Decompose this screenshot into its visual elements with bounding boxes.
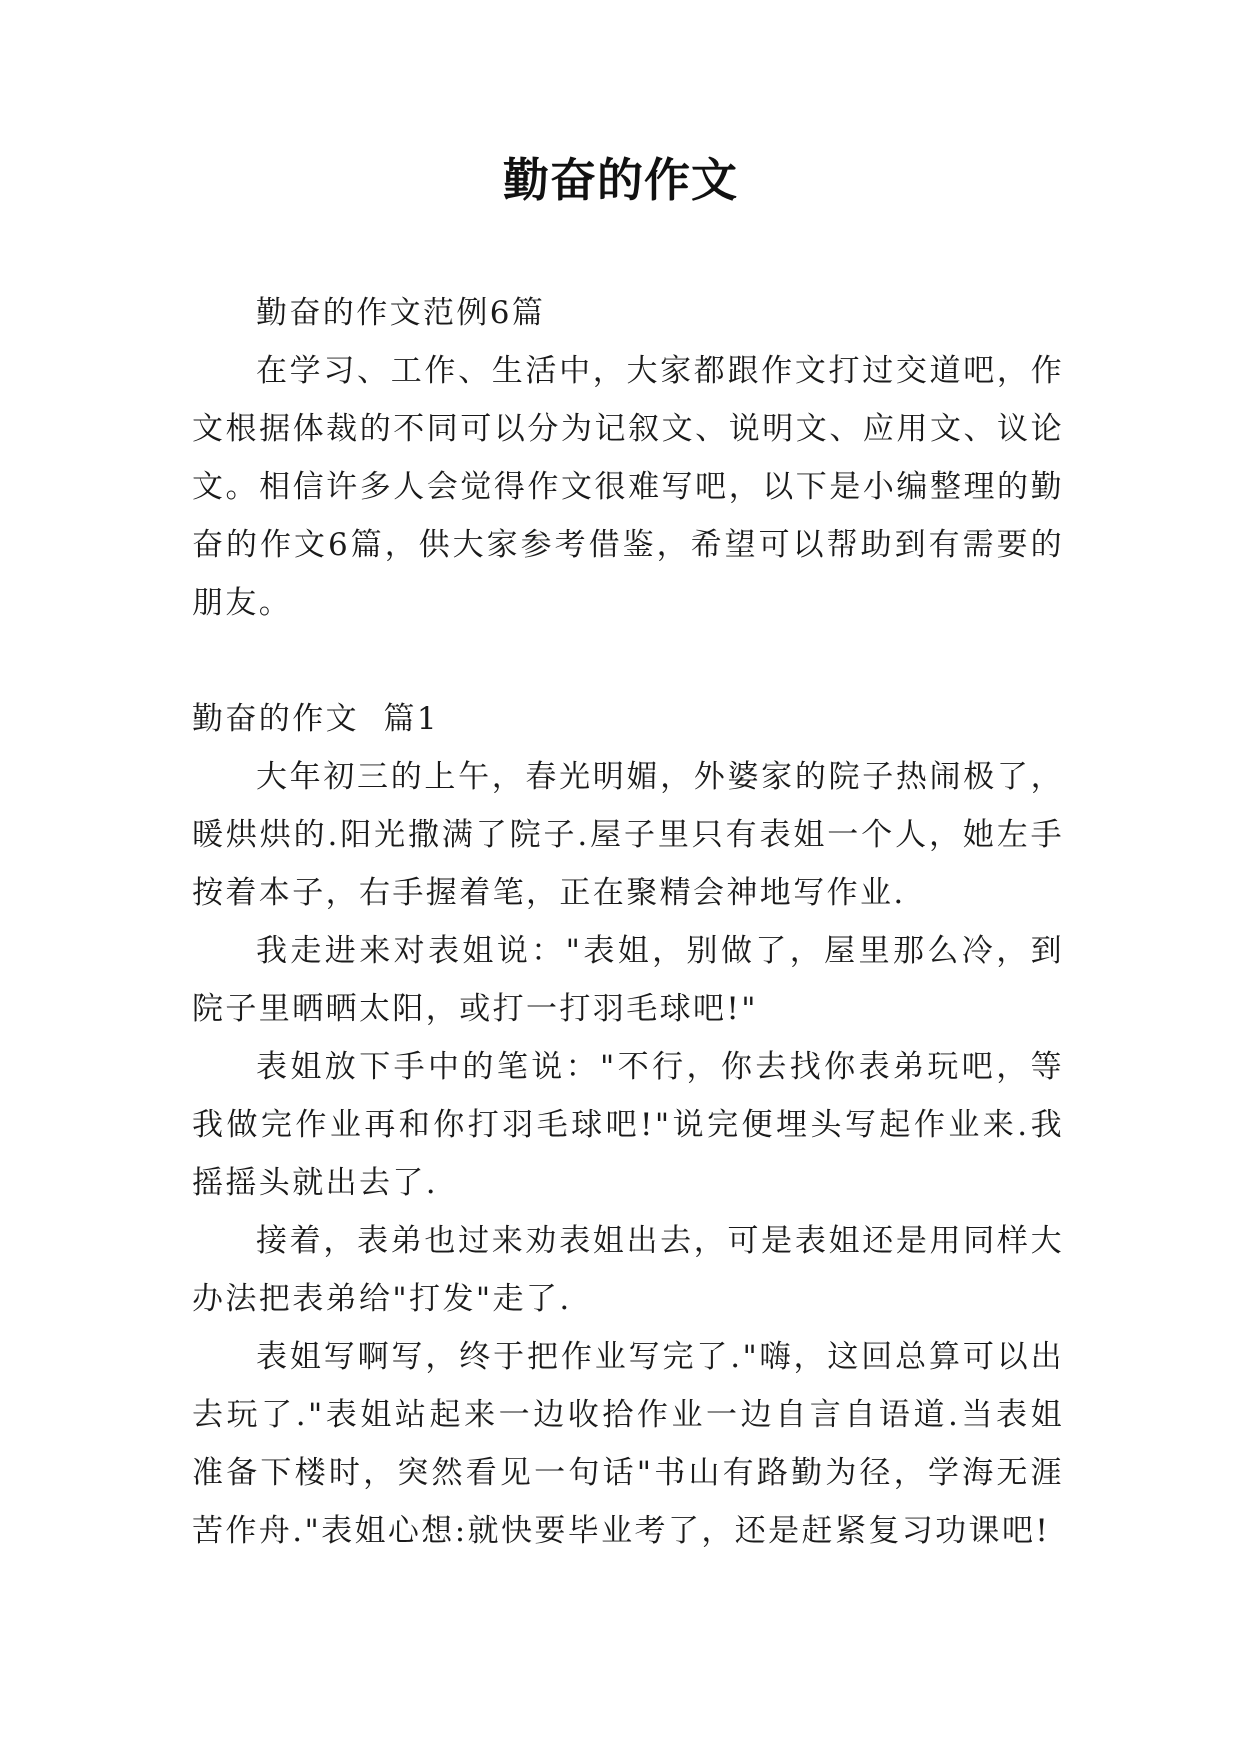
- body-paragraph: 我走进来对表姐说："表姐，别做了，屋里那么冷，到院子里晒晒太阳，或打一打羽毛球吧!": [192, 933, 1064, 1027]
- document-title: 勤奋的作文: [503, 153, 738, 207]
- body-paragraph: 表姐写啊写，终于把作业写完了."嗨，这回总算可以出去玩了."表姐站起来一边收拾作业一边自言自语道.当表姐准备下楼时，突然看见一句话"书山有路勤为径，学海无涯苦作舟."表姐心想:就快要毕业考了，还是赶紧复习功课吧!: [192, 1339, 1064, 1549]
- body-paragraph: 大年初三的上午，春光明媚，外婆家的院子热闹极了，暖烘烘的.阳光撒满了院子.屋子里只有表姐一个人，她左手按着本子，右手握着笔，正在聚精会神地写作业.: [192, 759, 1064, 911]
- document-subtitle: 勤奋的作文范例6篇: [256, 295, 546, 331]
- document-body: [192, 284, 1064, 1560]
- intro-paragraph: 在学习、工作、生活中，大家都跟作文打过交道吧，作文根据体裁的不同可以分为记叙文、说明文、应用文、议论文。相信许多人会觉得作文很难写吧，以下是小编整理的勤奋的作文6篇，供大家参考借鉴，希望可以帮助到有需要的朋友。: [192, 353, 1064, 621]
- section-heading: 勤奋的作文 篇1: [192, 701, 440, 737]
- body-paragraph: 表姐放下手中的笔说："不行，你去找你表弟玩吧，等我做完作业再和你打羽毛球吧!"说完便埋头写起作业来.我摇摇头就出去了.: [192, 1049, 1064, 1201]
- body-paragraph: 接着，表弟也过来劝表姐出去，可是表姐还是用同样大办法把表弟给"打发"走了.: [192, 1223, 1064, 1317]
- section-spacer: [192, 632, 1064, 690]
